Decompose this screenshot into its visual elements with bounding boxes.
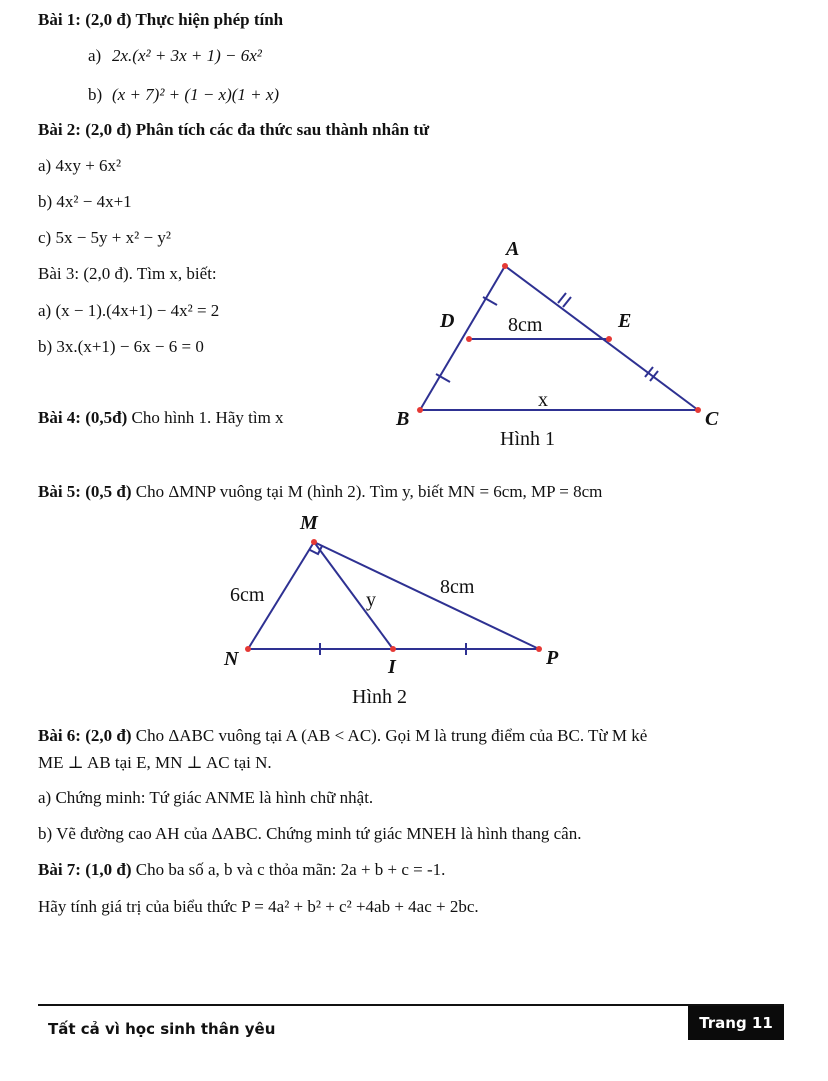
bai1-a-label: a) xyxy=(88,46,102,65)
fig2-label-mp: 8cm xyxy=(440,576,475,598)
bai1-title: Bài 1: (2,0 đ) Thực hiện phép tính xyxy=(38,10,284,29)
bai3-b: b) 3x.(x+1) − 6x − 6 = 0 xyxy=(38,337,204,356)
fig2-label-n: N xyxy=(224,648,239,670)
footer-slogan: Tất cả vì học sinh thân yêu xyxy=(48,1020,276,1038)
fig2-label-m: M xyxy=(300,512,318,534)
footer-divider xyxy=(38,1004,784,1006)
page-number: Trang 11 xyxy=(699,1014,773,1032)
bai6-line2: ME ⊥ AB tại E, MN ⊥ AC tại N. xyxy=(38,753,272,772)
bai3-a: a) (x − 1).(4x+1) − 4x² = 2 xyxy=(38,301,220,320)
fig2-side-mp xyxy=(314,542,539,649)
bai2-a: a) 4xy + 6x² xyxy=(38,156,122,175)
bai2-title: Bài 2: (2,0 đ) Phân tích các đa thức sau thành nhân tử xyxy=(38,120,430,139)
fig1-caption: Hình 1 xyxy=(500,428,555,450)
bai7-line1 xyxy=(38,860,445,880)
bai5-bold: Bài 5: (0,5 đ) xyxy=(38,482,132,501)
bai2-b: b) 4x² − 4x+1 xyxy=(38,192,132,211)
bai5-text: Cho ΔMNP vuông tại M (hình 2). Tìm y, biết MN = 6cm, MP = 8cm xyxy=(131,482,603,501)
bai6-line1 xyxy=(38,726,647,746)
bai7-bold: Bài 7: (1,0 đ) xyxy=(38,860,132,879)
fig2-point-i xyxy=(390,646,396,652)
fig2-point-p xyxy=(536,646,542,652)
fig1-label-d: D xyxy=(440,310,455,332)
fig1-label-bc: x xyxy=(538,389,548,411)
fig1-label-de: 8cm xyxy=(508,314,543,336)
bai7-text1: Cho ba số a, b và c thỏa mãn: 2a + b + c = -1. xyxy=(131,860,446,879)
bai6-b: b) Vẽ đường cao AH của ΔABC. Chứng minh tứ giác MNEH là hình thang cân. xyxy=(38,824,582,843)
bai2-c: c) 5x − 5y + x² − y² xyxy=(38,228,171,247)
fig2-label-mi: y xyxy=(366,589,376,611)
bai4-text: Cho hình 1. Hãy tìm x xyxy=(127,408,284,427)
fig2-label-mn: 6cm xyxy=(230,584,265,606)
fig2-caption: Hình 2 xyxy=(352,686,407,708)
bai1-b-expr: (x + 7)² + (1 − x)(1 + x) xyxy=(112,85,280,104)
fig2-label-i: I xyxy=(388,656,396,678)
bai7-line2: Hãy tính giá trị của biểu thức P = 4a² + b² + c² +4ab + 4ac + 2bc. xyxy=(38,897,479,916)
bai3-title: Bài 3: (2,0 đ). Tìm x, biết: xyxy=(38,264,217,283)
fig1-label-a: A xyxy=(506,238,520,260)
bai6-text1: Cho ΔABC vuông tại A (AB < AC). Gọi M là trung điểm của BC. Từ M kẻ xyxy=(131,726,648,745)
bai6-a: a) Chứng minh: Tứ giác ANME là hình chữ nhật. xyxy=(38,788,374,807)
bai4-bold: Bài 4: (0,5đ) xyxy=(38,408,128,427)
fig1-label-b: B xyxy=(396,408,410,430)
fig2-label-p: P xyxy=(546,647,559,669)
fig1-label-c: C xyxy=(705,408,719,430)
fig1-label-e: E xyxy=(618,310,632,332)
fig2-point-n xyxy=(245,646,251,652)
bai1-b-label: b) xyxy=(88,85,103,104)
fig2-segment-mi xyxy=(314,542,393,649)
bai6-bold: Bài 6: (2,0 đ) xyxy=(38,726,132,745)
fig2-point-m xyxy=(311,539,317,545)
bai1-a-expr: 2x.(x² + 3x + 1) − 6x² xyxy=(112,46,262,65)
page-number-badge xyxy=(688,1006,784,1040)
